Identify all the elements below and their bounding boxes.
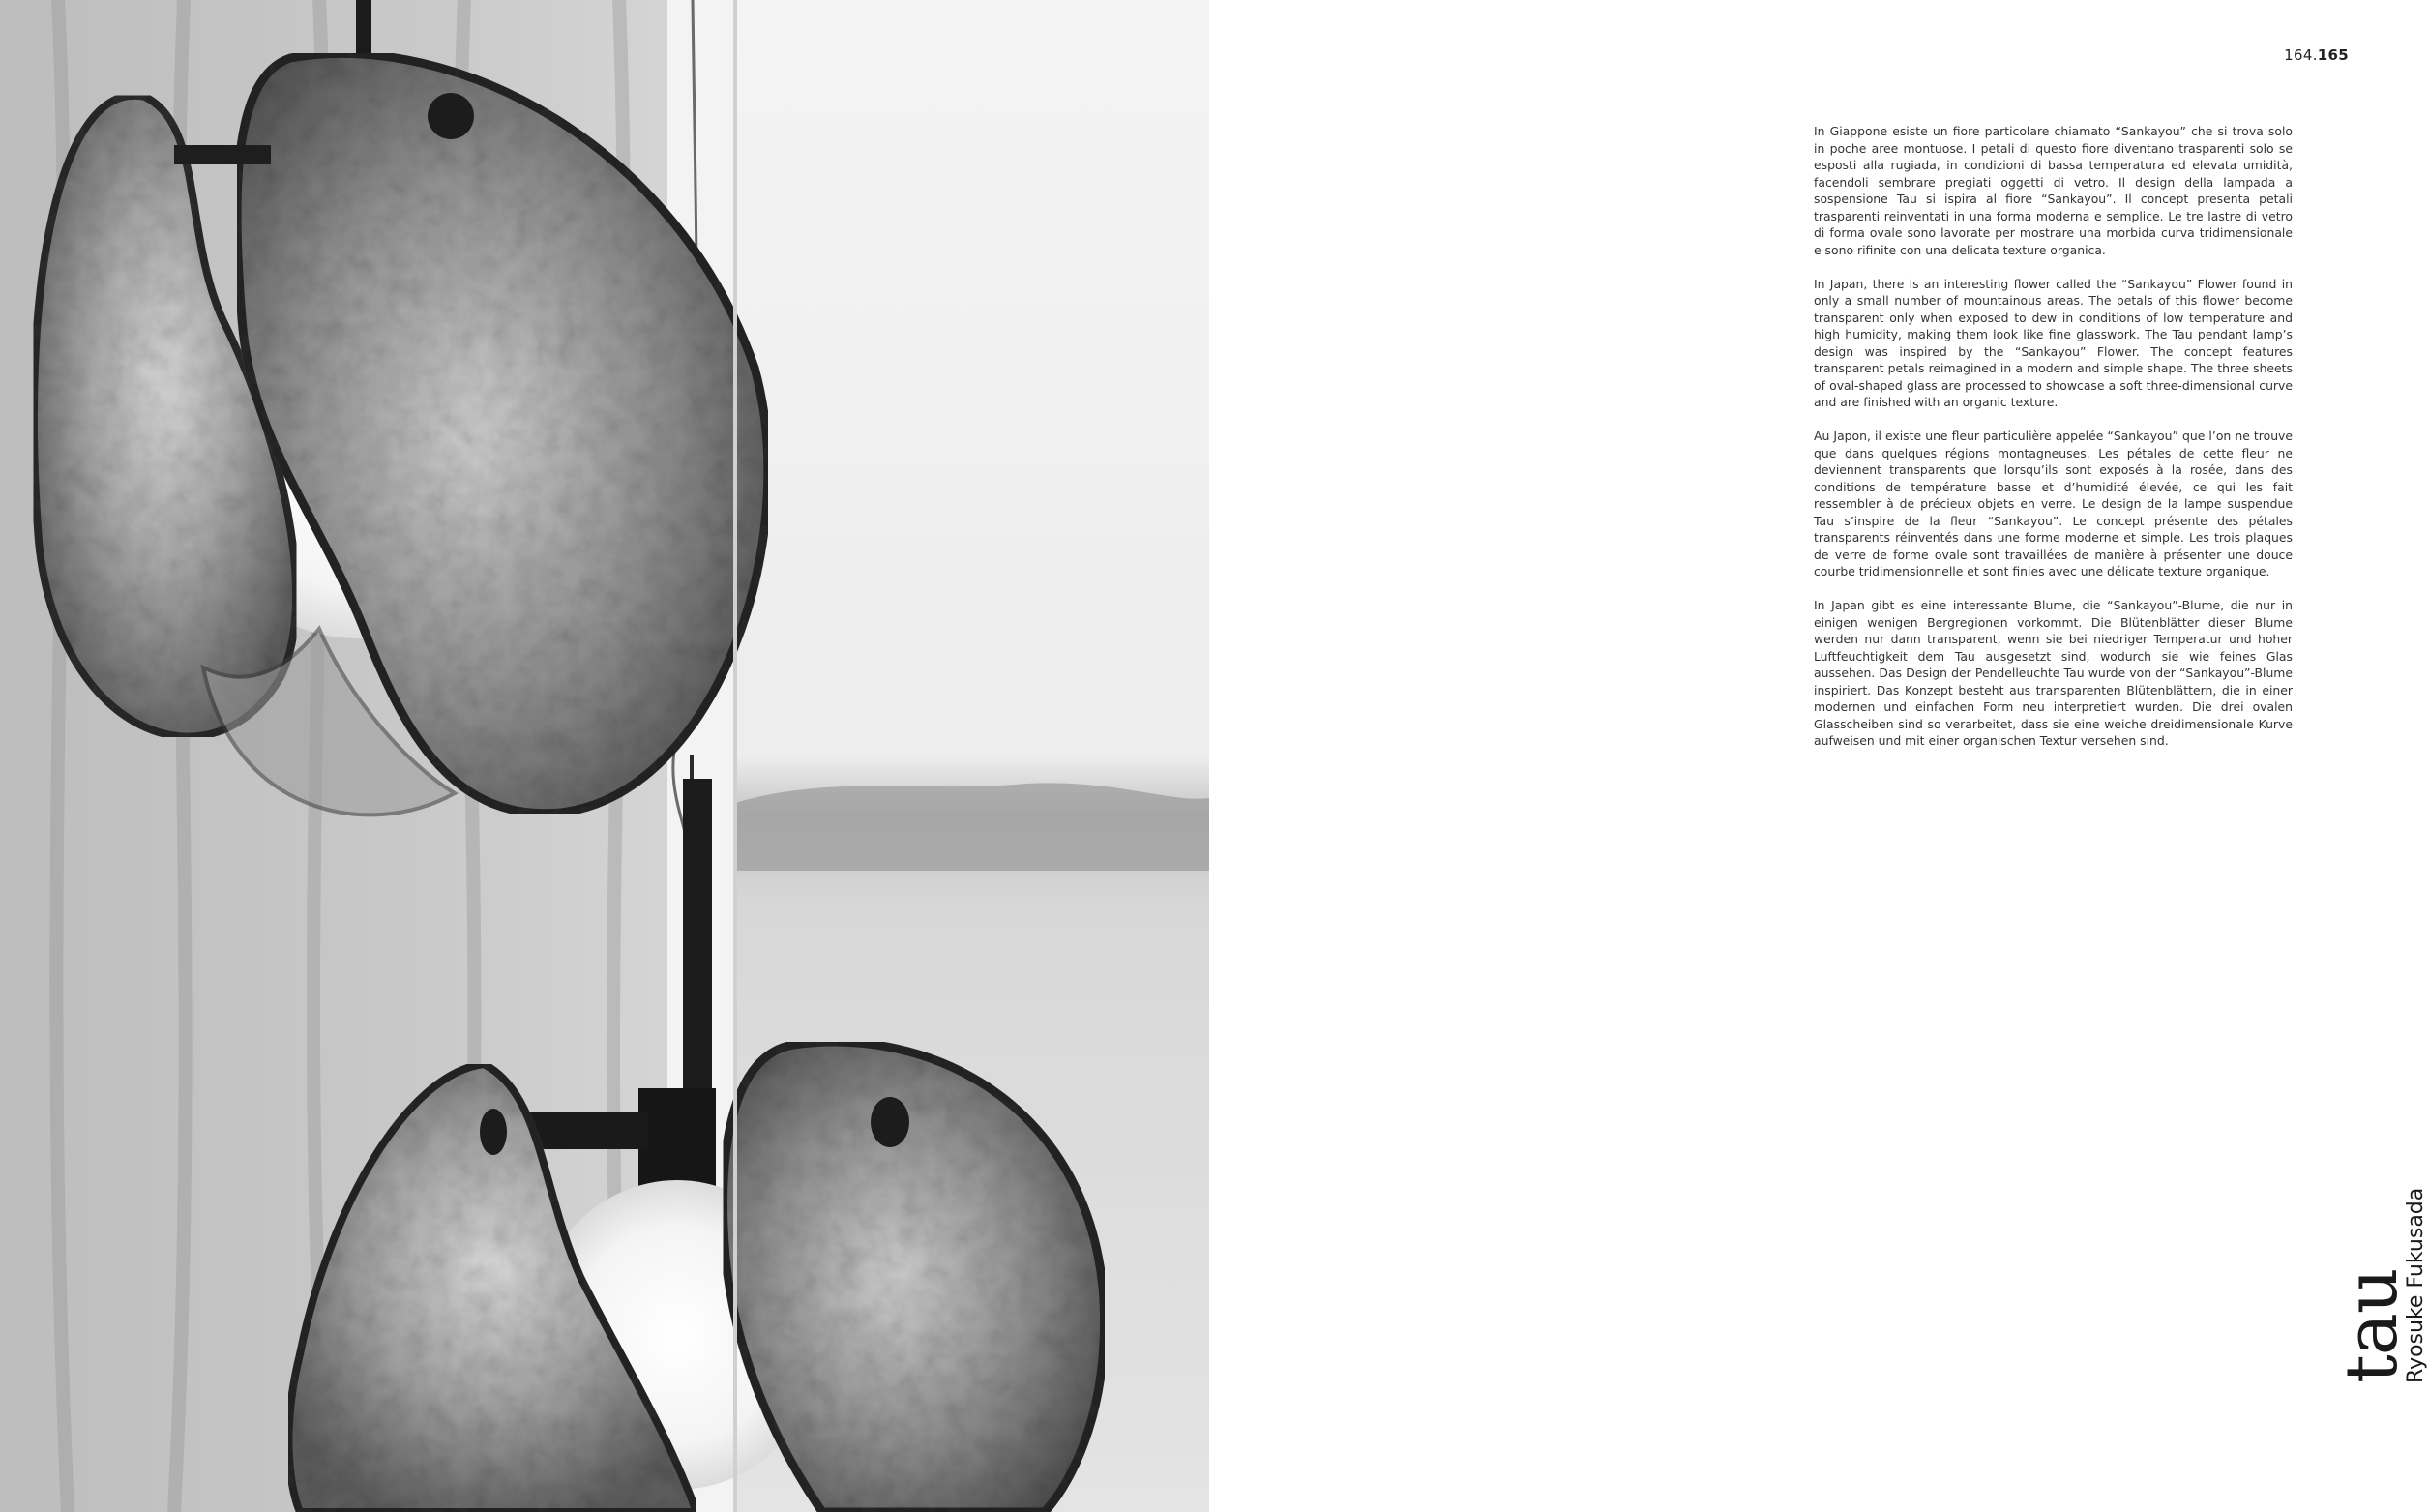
page-number-right: 165	[2317, 46, 2349, 64]
description-english: In Japan, there is an interesting flower called the “Sankayou” Flower found in only a small number of mountainous areas. The petals of this flower become transparent only when exposed to dew in conditions of low temperature and high humidity, making them look like fine glasswork. The Tau pendant lamp’s design was inspired by the “Sankayou” Flower. The concept features transparent petals reimagined in a modern and simple shape. The three sheets of oval-shaped glass are processed to showcase a soft three-dimensional curve and are finished with an organic texture.	[1814, 276, 2293, 409]
pendant-lamp-photo	[0, 0, 1209, 1512]
description-french: Au Japon, il existe une fleur particulière appelée “Sankayou” que l’on ne trouve que dans quelques régions montagneuses. Les pétales de cette fleur ne deviennent transparents que lorsqu’ils sont exposés à la rosée, dans des conditions de température basse et d’humidité élevée, ce qui les fait ressembler à de précieux objets en verre. Le design de la lampe suspendue Tau s’inspire de la fleur “Sankayou”. Le concept présente des pétales transparents réinventés dans une forme moderne et simple. Les trois plaques de verre de forme ovale sont travaillées de manière à présenter une douce courbe tridimensionnelle et sont finies avec une délicate texture organique.	[1814, 429, 2293, 578]
text-page	[1209, 0, 2428, 1512]
description-german: In Japan gibt es eine interessante Blume, die “Sankayou”-Blume, die nur in einigen wenigen Bergregionen vorkommt. Die Blütenblätter dieser Blume werden nur dann transparent, wenn sie bei niedriger Temperatur und hoher Luftfeuchtigkeit dem Tau ausgesetzt sind, wodurch sie wie feines Glas aussehen. Das Design der Pendelleuchte Tau wurde von der “Sankayou”-Blume inspiriert. Das Konzept besteht aus transparenten Blütenblättern, die in einer modernen und einfachen Form neu interpretiert wurden. Die drei ovalen Glasscheiben sind so verarbeitet, dass sie eine weiche dreidimensionale Kurve aufweisen und mit einer organischen Textur versehen sind.	[1814, 598, 2293, 748]
page-number-left: 164.	[2284, 46, 2318, 64]
description-italian: In Giappone esiste un fiore particolare chiamato “Sankayou” che si trova solo in poche aree montuose. I petali di questo fiore diventano trasparenti solo se esposti alla rugiada, in condizioni di bassa temperatura ed elevata umidità, facendoli sembrare pregiati oggetti di vetro. Il design della lampada a sospensione Tau si ispira al fiore “Sankayou”. Il concept presenta petali trasparenti reinventati in una forma moderna e semplice. Le tre lastre di vetro di forma ovale sono lavorate per mostrare una morbida curva tridimensionale e sono rifinite con una delicata texture organica.	[1814, 124, 2293, 257]
product-title-block	[2330, 1187, 2429, 1383]
designer-name: Ryosuke Fukusada	[2404, 1187, 2428, 1383]
product-photo	[0, 0, 1209, 1512]
description-column	[1814, 123, 2293, 766]
page-number	[2284, 46, 2349, 64]
product-name: tau	[2330, 1268, 2414, 1383]
